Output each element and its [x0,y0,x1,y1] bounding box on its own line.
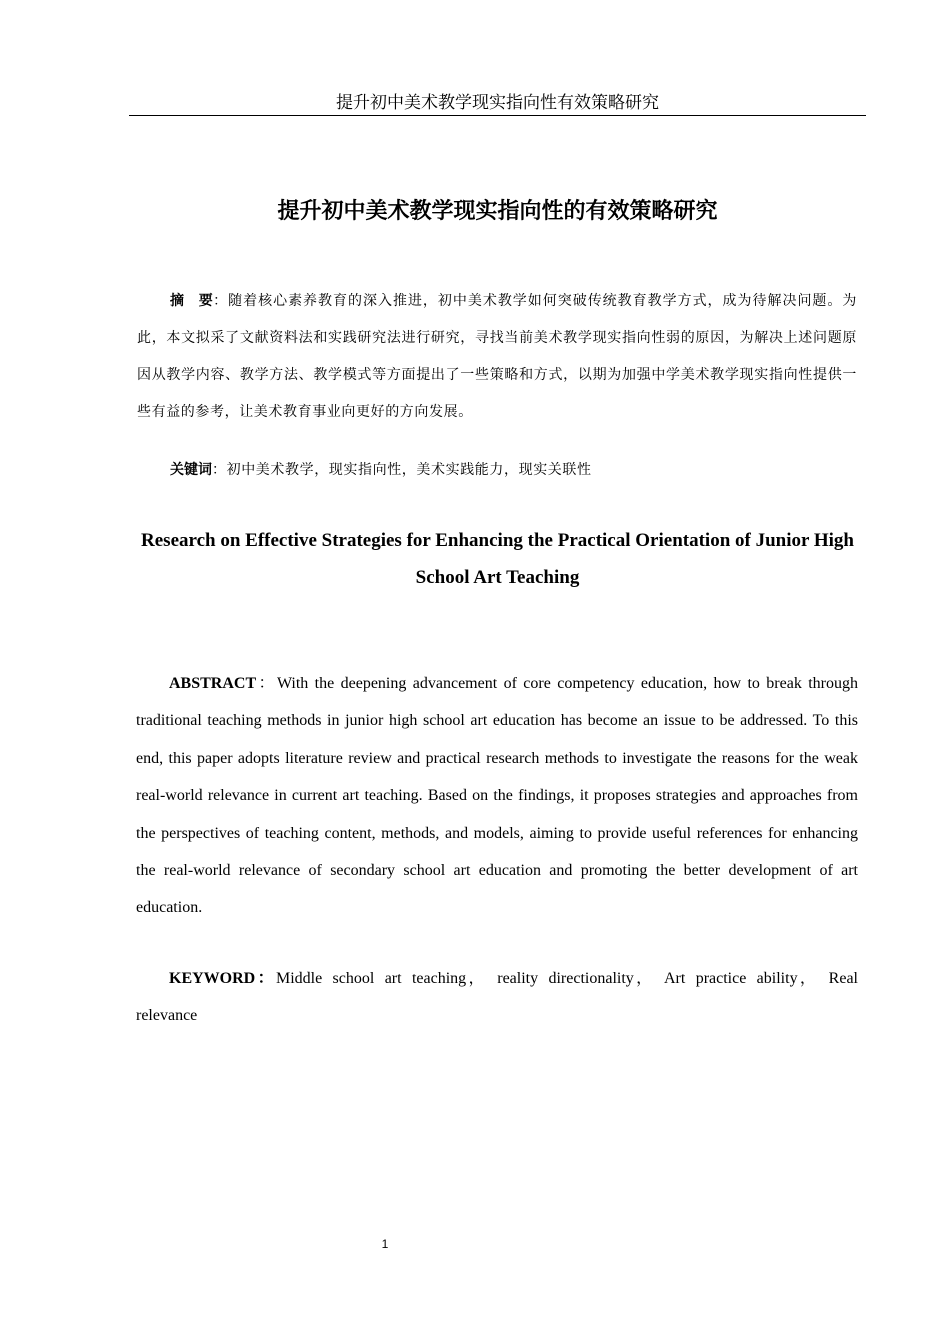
chinese-abstract-separator: ： [213,293,229,309]
english-keywords [136,960,858,1034]
english-title: Research on Effective Strategies for Enhancing the Practical Orientation of Junior High School Art Teaching [141,530,854,588]
header-rule [129,115,866,116]
page-number: 1 [381,1237,389,1251]
english-abstract [136,665,858,927]
english-abstract-separator: ： [256,675,277,692]
chinese-abstract-text: 随着核心素养教育的深入推进，初中美术教学如何突破传统教育教学方式，成为待解决问题。为此，本文拟采了文献资料法和实践研究法进行研究，寻找当前美术教学现实指向性弱的原因，为解决上述问题原因从教学内容、教学方法、教学模式等方面提出了一些策略和方式，以期为加强中学美术教学现实指向性提供一些有益的参考，让美术教育事业向更好的方向发展。 [137,293,857,420]
english-abstract-label: ABSTRACT [169,675,257,692]
english-keywords-text: Middle school art teaching， reality directionality， Art practice ability， Real relevance [136,970,858,1024]
chinese-keywords [137,452,857,489]
english-keywords-label: KEYWORD： [169,970,276,987]
chinese-keywords-label: 关键词 [170,462,212,478]
chinese-abstract-label: 摘 要 [170,293,214,309]
chinese-keywords-text: 初中美术教学，现实指向性，美术实践能力，现实关联性 [226,462,592,478]
chinese-title: 提升初中美术教学现实指向性的有效策略研究 [277,199,718,224]
english-abstract-text: With the deepening advancement of core competency education, how to break through traditional teaching methods in junior high school art education has become an issue to be addressed. To this end, this paper adopts literature review and practical research methods to investigate the reasons for the weak real-world relevance in current art teaching. Based on the findings, it proposes strategies and approaches from the perspectives of teaching content, methods, and models, aiming to provide useful references for enhancing the real-world relevance of secondary school art education and promoting the better development of art education. [136,675,858,917]
chinese-abstract [137,283,857,431]
running-header: 提升初中美术教学现实指向性有效策略研究 [336,93,659,113]
chinese-keywords-separator: ： [212,462,227,478]
